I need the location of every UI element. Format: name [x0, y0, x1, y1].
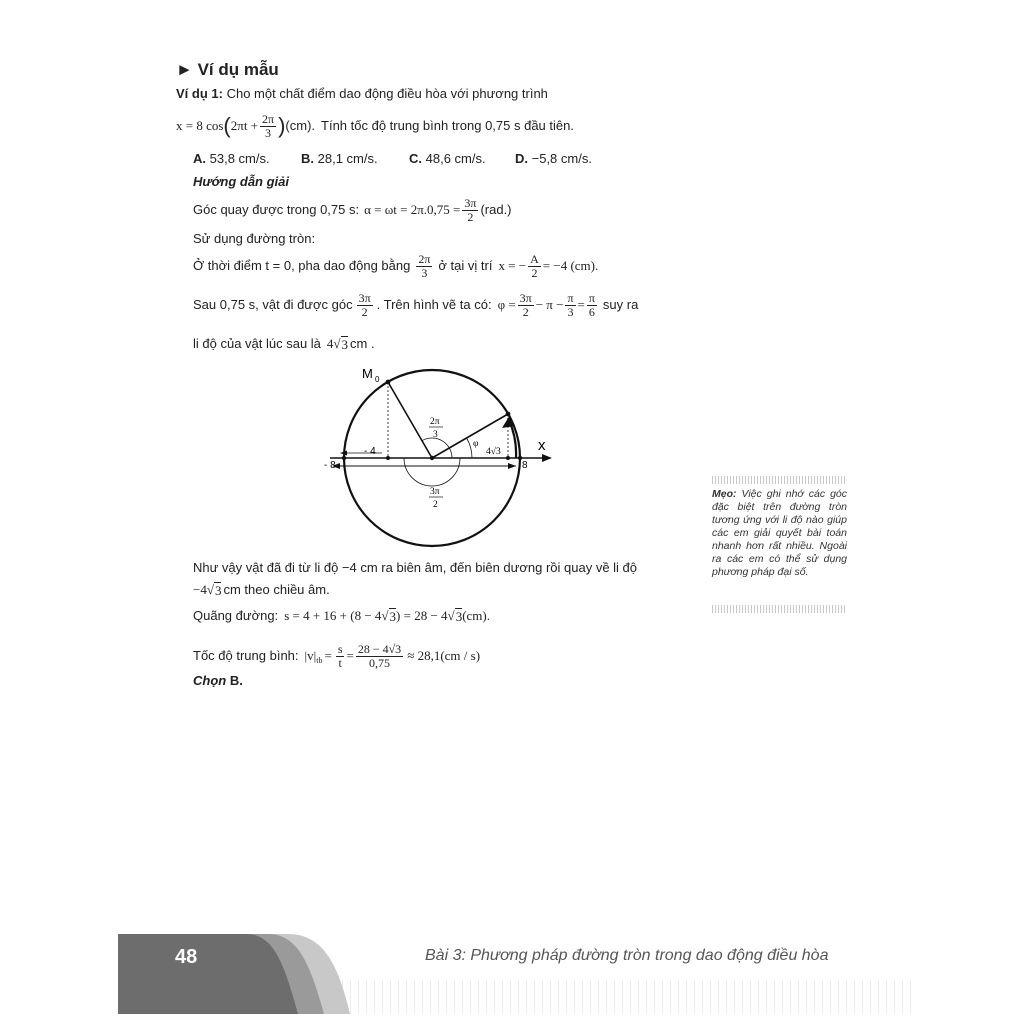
- line4-eq: =: [577, 297, 585, 312]
- line7-num: −4: [193, 582, 207, 597]
- line8-sqrt-value: 3: [389, 608, 397, 624]
- x-axis-arrow-icon: [542, 454, 552, 462]
- line3-frac-den: 3: [421, 265, 428, 280]
- line8-text: Quãng đường:: [193, 608, 279, 623]
- solution-heading: Hướng dẫn giải: [193, 174, 290, 189]
- line3-text-b: ở tại vị trí: [438, 258, 493, 273]
- line3-frac-num: 2π: [418, 251, 431, 266]
- line8-sqrt2-sign: √: [447, 608, 455, 623]
- line4-phi: φ =: [497, 297, 516, 312]
- solution-line-8: [193, 606, 490, 626]
- angle-top-den: 3: [433, 430, 438, 440]
- solution-line-4: [193, 287, 638, 323]
- line7-sqrt-sign: √: [206, 582, 214, 597]
- line4-f1-num: 3π: [519, 290, 532, 305]
- tip-box: [712, 488, 847, 579]
- line5-sqrt-value: 3: [341, 336, 349, 352]
- option-d-text: −5,8 cm/s.: [531, 151, 592, 166]
- tip-text: Việc ghi nhớ các góc đặc biệt trên đường tròn tương ứng với li độ nào giúp các em giải quyết bài toán nhanh hơn rất nhiều. Ngoài ra các em có thể sử dụng phương pháp đại số.: [712, 488, 847, 578]
- line5-sqrt-sign: √: [333, 336, 341, 351]
- line9-sub: tb: [316, 656, 323, 665]
- center-point: [430, 456, 434, 460]
- line1-eq: α = ωt = 2π.0,75 =: [364, 202, 461, 217]
- line9-text: Tốc độ trung bình:: [193, 648, 299, 663]
- x-axis-label: x: [538, 437, 546, 454]
- line7-text: cm theo chiều âm.: [223, 582, 330, 597]
- line5-text-b: cm .: [350, 336, 375, 351]
- line5-num: 4: [326, 336, 334, 351]
- line3-text-a: Ở thời điểm t = 0, pha dao động bằng: [193, 258, 411, 273]
- line3-frac2-num: A: [530, 251, 539, 266]
- line3-frac2-den: 2: [531, 265, 538, 280]
- tip-bottom-border: [712, 605, 847, 613]
- minus4-point: [386, 456, 390, 460]
- option-a-letter: A.: [193, 151, 206, 166]
- angle-top-num: 2π: [430, 417, 440, 427]
- line9-f1-num: s: [337, 641, 343, 656]
- minus8-point: [342, 456, 346, 460]
- line4-fraction: [357, 292, 373, 319]
- travel-arrow-right-icon: [508, 463, 516, 469]
- angle-bottom-num: 3π: [430, 487, 440, 497]
- line1-unit: (rad.): [480, 202, 512, 217]
- line1-text: Góc quay được trong 0,75 s:: [193, 202, 360, 217]
- line4-text-c: suy ra: [602, 297, 639, 312]
- line8-unit: (cm).: [462, 608, 490, 623]
- line4-f2-num: π: [567, 290, 574, 305]
- line1-frac-num: 3π: [464, 195, 477, 210]
- minus8-label: - 8: [324, 460, 336, 471]
- m0-point: [386, 380, 391, 385]
- line9-v: |v|: [304, 648, 317, 663]
- line8-eq2: ) = 28 − 4: [396, 608, 448, 623]
- line3-fraction: [416, 253, 432, 280]
- angle-arc-phi: [467, 438, 472, 458]
- example-intro: [176, 86, 548, 102]
- line9-f1-den: t: [338, 655, 342, 670]
- line9-f2-den: 0,75: [369, 655, 390, 670]
- line4-fraction-2: [565, 292, 575, 319]
- eq-inner: 2πt +: [230, 118, 259, 133]
- line7-sqrt-value: 3: [214, 582, 222, 598]
- solution-line-3: [193, 248, 598, 284]
- line5-text-a: li độ của vật lúc sau là: [193, 336, 321, 351]
- line3-text-c: = −4 (cm).: [542, 258, 599, 273]
- line9-fraction-2: [356, 643, 403, 670]
- line1-frac-den: 2: [467, 209, 474, 224]
- eq-paren-open: (: [223, 113, 231, 138]
- eq-frac-num: 2π: [262, 111, 275, 126]
- page-number: 48: [175, 946, 198, 968]
- tip-top-border: [712, 476, 847, 484]
- option-d-letter: D.: [515, 151, 528, 166]
- example-label: Ví dụ 1:: [176, 86, 223, 101]
- section-heading: [176, 60, 279, 80]
- line3-fraction-2: [528, 253, 541, 280]
- m0-subscript: 0: [375, 375, 380, 384]
- solution-line-7: [193, 580, 330, 600]
- eq-fraction: [260, 113, 276, 140]
- chapter-title: Bài 3: Phương pháp đường tròn trong dao động điều hòa: [425, 947, 829, 964]
- m0-label: M: [362, 366, 373, 381]
- eq-prefix: x = 8 cos: [176, 118, 224, 133]
- solution-line-6: Như vậy vật đã đi từ li độ −4 cm ra biên âm, đến biên dương rồi quay về li độ: [193, 560, 638, 575]
- line4-f3-den: 6: [588, 304, 595, 319]
- line9-eq: =: [324, 648, 332, 663]
- line4-frac-den: 2: [361, 304, 368, 319]
- eq-paren-close: ): [278, 113, 286, 138]
- tip-label: Mẹo:: [712, 488, 737, 500]
- solution-line-1: [193, 192, 512, 228]
- option-b-text: 28,1 cm/s.: [317, 151, 378, 166]
- line4-mid: − π −: [535, 297, 564, 312]
- choose-label: Chọn: [193, 673, 227, 688]
- line8-sqrt2-value: 3: [455, 608, 463, 624]
- option-d: [515, 151, 592, 167]
- angle-arc-bottom: [404, 458, 460, 486]
- option-a-text: 53,8 cm/s.: [209, 151, 270, 166]
- line8-sqrt-sign: √: [381, 608, 389, 623]
- line8-eq: s = 4 + 16 + (8 − 4: [284, 608, 382, 623]
- option-a: [193, 151, 270, 167]
- line9-equals-2: =: [346, 648, 354, 663]
- line3-eq: x = −: [498, 258, 527, 273]
- section-title: Ví dụ mẫu: [197, 60, 279, 79]
- line4-text-b: . Trên hình vẽ ta có:: [376, 297, 492, 312]
- line4-f3-num: π: [588, 290, 595, 305]
- option-c-letter: C.: [409, 151, 422, 166]
- pos-point: [506, 456, 510, 460]
- footer-banner: [118, 934, 918, 1014]
- line4-f2-den: 3: [567, 304, 574, 319]
- minus4-label: - 4: [364, 446, 376, 457]
- choose-value: B.: [229, 673, 243, 688]
- section-arrow-icon: ►: [176, 60, 193, 79]
- solution-line-2: Sử dụng đường tròn:: [193, 231, 316, 246]
- solution-line-5: [193, 334, 375, 354]
- line4-f1-den: 2: [522, 304, 529, 319]
- line1-fraction: [462, 197, 478, 224]
- solution-line-9: [193, 638, 480, 674]
- radius-m0: [388, 382, 432, 458]
- line4-text-a: Sau 0,75 s, vật đi được góc: [193, 297, 353, 312]
- example-equation: [176, 108, 574, 144]
- option-b-letter: B.: [301, 151, 314, 166]
- choose-answer: [193, 673, 243, 689]
- example-question: Tính tốc độ trung bình trong 0,75 s đầu tiên.: [321, 118, 574, 133]
- option-c: [409, 151, 486, 167]
- unit-circle-diagram: [320, 360, 560, 550]
- line9-result: ≈ 28,1(cm / s): [407, 648, 481, 663]
- line9-fraction-1: [336, 643, 345, 670]
- eq-unit: (cm).: [285, 118, 316, 133]
- line4-frac-num: 3π: [358, 290, 371, 305]
- end-point: [506, 412, 511, 417]
- option-b: [301, 151, 378, 167]
- example-text: Cho một chất điểm dao động điều hòa với phương trình: [226, 86, 548, 101]
- line9-f2-num: 28 − 4√3: [357, 641, 402, 656]
- line4-fraction-3: [587, 292, 597, 319]
- plus8-label: 8: [522, 460, 528, 471]
- option-c-text: 48,6 cm/s.: [425, 151, 486, 166]
- phi-label: φ: [473, 439, 479, 449]
- eq-frac-den: 3: [265, 125, 272, 140]
- pos-label: 4√3: [486, 447, 501, 457]
- line4-fraction-1: [518, 292, 534, 319]
- angle-bottom-den: 2: [433, 500, 438, 510]
